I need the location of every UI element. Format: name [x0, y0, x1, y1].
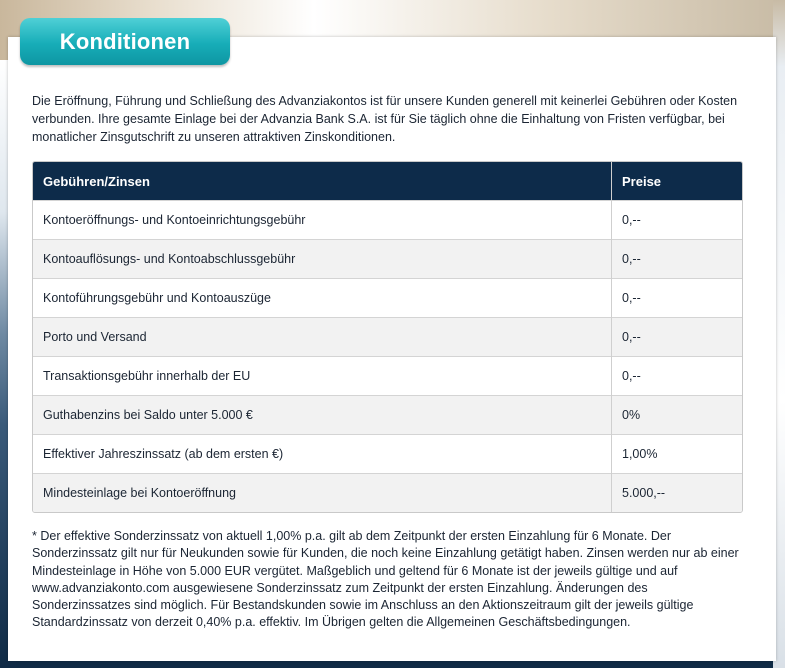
row-label: Effektiver Jahreszinssatz (ab dem ersten €) — [33, 435, 612, 474]
table-row — [33, 435, 742, 474]
table-row — [33, 201, 742, 240]
table-header-row — [33, 162, 742, 201]
column-header-prices: Preise — [612, 162, 743, 201]
footnote-paragraph: * Der effektive Sonderzinssatz von aktuell 1,00% p.a. gilt ab dem Zeitpunkt der ersten Einzahlung für 6 Monate. Der Sonderzinssatz gilt nur für Neukunden sowie für Kunden, die noch keine Einzahlung getätigt haben. Zinsen werden nur ab einer Mindesteinlage in Höhe von 5.000 EUR vergütet. Maßgeblich und geltend für 6 Monate ist der jeweils gültige und auf www.advanziakonto.com ausgewiesene Sonderzinssatz zum Zeitpunkt der ersten Einzahlung. Änderungen des Sonderzinssatzes sind möglich. Für Bestandskunden sowie im Anschluss an den Aktionszeitraum gilt der jeweils gültige Standardzinssatz von derzeit 0,40% p.a. effektiv. Im Übrigen gelten die Allgemeinen Geschäftsbedingungen. — [32, 529, 739, 630]
row-price: 0,-- — [612, 318, 743, 357]
row-label: Kontoeröffnungs- und Kontoeinrichtungsgebühr — [33, 201, 612, 240]
row-price: 0,-- — [612, 201, 743, 240]
column-header-fees: Gebühren/Zinsen — [33, 162, 612, 201]
row-label: Kontoauflösungs- und Kontoabschlussgebühr — [33, 240, 612, 279]
table-row — [33, 396, 742, 435]
table-row — [33, 357, 742, 396]
table-row — [33, 474, 742, 513]
row-price: 0% — [612, 396, 743, 435]
row-label: Kontoführungsgebühr und Kontoauszüge — [33, 279, 612, 318]
table-row — [33, 279, 742, 318]
row-price: 0,-- — [612, 240, 743, 279]
row-label: Transaktionsgebühr innerhalb der EU — [33, 357, 612, 396]
table-row — [33, 318, 742, 357]
row-label: Mindesteinlage bei Kontoeröffnung — [33, 474, 612, 513]
row-price: 0,-- — [612, 357, 743, 396]
table-row — [33, 240, 742, 279]
row-price: 1,00% — [612, 435, 743, 474]
section-title-tab — [20, 18, 230, 65]
conditions-table — [32, 161, 743, 513]
section-title: Konditionen — [59, 28, 191, 54]
row-label: Porto und Versand — [33, 318, 612, 357]
row-price: 5.000,-- — [612, 474, 743, 513]
row-price: 0,-- — [612, 279, 743, 318]
intro-paragraph: Die Eröffnung, Führung und Schließung des Advanziakontos ist für unsere Kunden generell mit keinerlei Gebühren oder Kosten verbunden. Ihre gesamte Einlage bei der Advanzia Bank S.A. ist für Sie täglich ohne die Einhaltung von Fristen verfügbar, bei monatlicher Zinsgutschrift zu unseren attraktiven Zinskonditionen. — [32, 94, 738, 144]
row-label: Guthabenzins bei Saldo unter 5.000 € — [33, 396, 612, 435]
